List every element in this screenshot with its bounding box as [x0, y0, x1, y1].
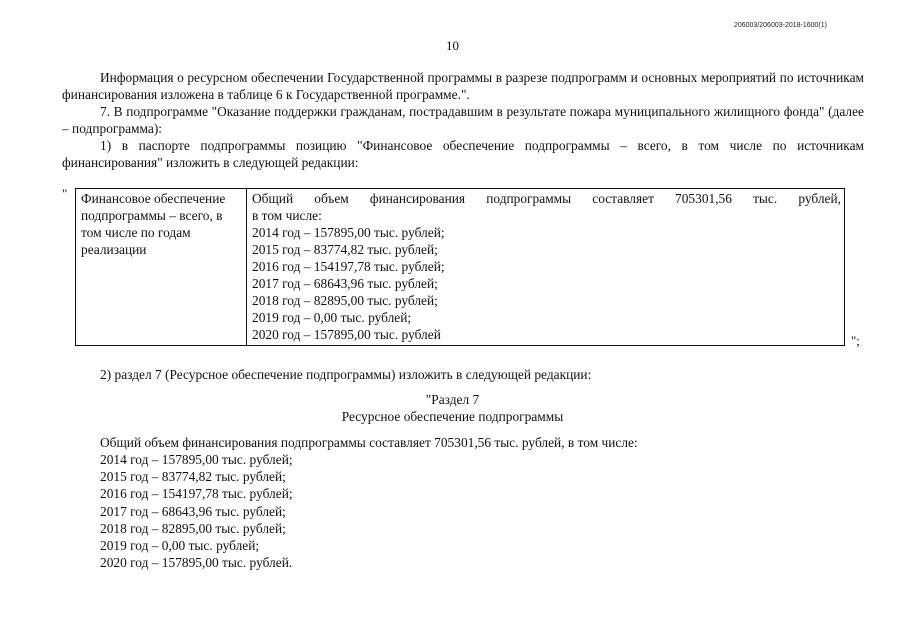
paragraph-section-7-amendment: 2) раздел 7 (Ресурсное обеспечение подпрограммы) изложить в следующей редакции: — [100, 367, 592, 382]
section-year-list — [100, 451, 293, 571]
passport-year-2020: 2020 год – 157895,00 тыс. рублей — [252, 327, 441, 342]
passport-including: в том числе: — [252, 208, 322, 223]
passport-table — [75, 188, 845, 346]
list-item: 2016 год – 154197,78 тыс. рублей; — [100, 486, 293, 502]
paragraph-total-financing: Общий объем финансирования подпрограммы составляет 705301,56 тыс. рублей, в том числе: — [100, 435, 638, 450]
list-item: 2014 год – 157895,00 тыс. рублей; — [100, 452, 293, 467]
passport-year-2018: 2018 год – 82895,00 тыс. рублей; — [252, 293, 438, 308]
paragraph-resource-info: Информация о ресурсном обеспечении Государственной программы в разрезе подпрограмм и основных мероприятий по источникам финансирования изложена в таблице 6 к Государственной программе.". — [62, 70, 864, 102]
list-item: 2020 год – 157895,00 тыс. рублей. — [100, 555, 293, 571]
passport-year-2019: 2019 год – 0,00 тыс. рублей; — [252, 310, 412, 325]
page-number: 10 — [446, 38, 459, 53]
passport-value-cell — [247, 189, 845, 346]
paragraph-passport-amendment: 1) в паспорте подпрограммы позицию "Финансовое обеспечение подпрограммы – всего, в том числе по источникам финансирования" изложить в следующей редакции: — [62, 138, 864, 170]
list-item: 2018 год – 82895,00 тыс. рублей; — [100, 520, 286, 536]
passport-year-2017: 2017 год – 68643,96 тыс. рублей; — [252, 276, 438, 291]
closing-quote: "; — [851, 333, 860, 348]
passport-total-line: Общий объем финансирования подпрограммы составляет 705301,56 тыс. рублей, — [252, 191, 841, 206]
passport-year-2016: 2016 год – 154197,78 тыс. рублей; — [252, 259, 445, 274]
list-item: 2015 год – 83774,82 тыс. рублей; — [100, 469, 286, 485]
passport-year-2014: 2014 год – 157895,00 тыс. рублей; — [252, 225, 445, 240]
list-item: 2017 год – 68643,96 тыс. рублей; — [100, 503, 286, 519]
section-subtitle: Ресурсное обеспечение подпрограммы — [341, 409, 564, 424]
passport-year-2015: 2015 год – 83774,82 тыс. рублей; — [252, 242, 438, 257]
passport-label: Финансовое обеспечение подпрограммы – всего, в том числе по годам реализации — [81, 191, 226, 257]
section-title: "Раздел 7 — [425, 392, 480, 407]
paragraph-item-7: 7. В подпрограмме "Оказание поддержки гражданам, пострадавшим в результате пожара муниципального жилищного фонда" (далее – подпрограмма): — [62, 104, 864, 136]
document-id: 206003/206003-2018-1600(1) — [733, 22, 827, 29]
passport-label-cell — [76, 189, 247, 346]
opening-quote: " — [62, 186, 68, 201]
table-row — [76, 189, 845, 346]
list-item: 2019 год – 0,00 тыс. рублей; — [100, 538, 260, 554]
